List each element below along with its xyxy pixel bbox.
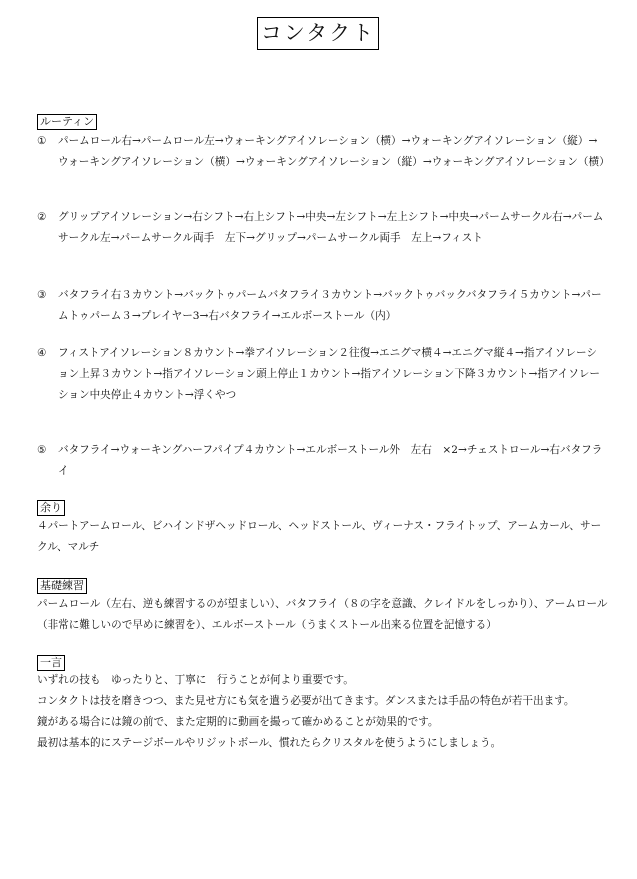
note-line: 鏡がある場合には鏡の前で、また定期的に動画を撮って確かめることが効果的です。 — [37, 716, 439, 728]
extras-text: ４パートアームロール、ビハインドザヘッドロール、ヘッドストール、ヴィーナス・フライトップ、アームカール、サークル、マルチ — [37, 520, 602, 553]
routine-item-text: バタフライ→ウォーキングハーフパイプ４カウント→エルボーストール外 左右 ×2→チェストロール→右バタフライ — [58, 444, 603, 477]
note-body — [37, 670, 609, 754]
routine-heading: ルーティン — [37, 114, 97, 130]
routine-item-number: ③ — [37, 289, 47, 301]
note-heading: 一言 — [37, 655, 65, 671]
extras-heading: 余り — [37, 500, 65, 516]
routine-item-text: バタフライ右３カウント→バックトゥパームバタフライ３カウント→バックトゥバックバタフライ５カウント→パームトゥパーム３→プレイヤー3→右バタフライ→エルボーストール（内） — [58, 289, 602, 322]
basics-text: パームロール（左右、逆も練習するのが望ましい）、バタフライ（８の字を意識、クレイドルをしっかり）、アームロール（非常に難しいので早めに練習を）、エルボーストール（うまくストール出来る位置を記憶する） — [37, 598, 608, 631]
basics-heading: 基礎練習 — [37, 578, 87, 594]
routine-item-1 — [37, 131, 610, 173]
page-title: コンタクト — [257, 17, 379, 50]
routine-item-3 — [37, 285, 607, 327]
routine-item-5 — [37, 440, 607, 482]
routine-item-number: ② — [37, 211, 47, 223]
note-line: いずれの技も ゆったりと、丁寧に 行うことが何より重要です。 — [37, 674, 354, 686]
routine-item-number: ④ — [37, 347, 47, 359]
routine-item-4 — [37, 343, 607, 406]
routine-item-text: パームロール右→パームロール左→ウォーキングアイソレーション（横）→ウォーキングアイソレーション（縦）→ウォーキングアイソレーション（横）→ウォーキングアイソレーション（縦）→ウォーキングアイソレーション（横） — [58, 135, 610, 168]
routine-item-number: ⑤ — [37, 444, 47, 456]
routine-item-text: フィストアイソレーション８カウント→拳アイソレーション２往復→エニグマ横４→エニグマ縦４→指アイソレーション上昇３カウント→指アイソレーション頭上停止１カウント→指アイソレーション下降３カウント→指アイソレーション中央停止４カウント→浮くやつ — [58, 347, 601, 401]
note-line: コンタクトは技を磨きつつ、また見せ方にも気を遣う必要が出てきます。ダンスまたは手品の特色が若干出ます。 — [37, 695, 575, 707]
note-line: 最初は基本的にステージボールやリジットボール、慣れたらクリスタルを使うようにしましょう。 — [37, 737, 502, 749]
routine-item-number: ① — [37, 135, 47, 147]
routine-item-2 — [37, 207, 607, 249]
routine-item-text: グリップアイソレーション→右シフト→右上シフト→中央→左シフト→左上シフト→中央→パームサークル右→パームサークル左→パームサークル両手 左下→グリップ→パームサークル両手 左上→フィスト — [58, 211, 604, 244]
